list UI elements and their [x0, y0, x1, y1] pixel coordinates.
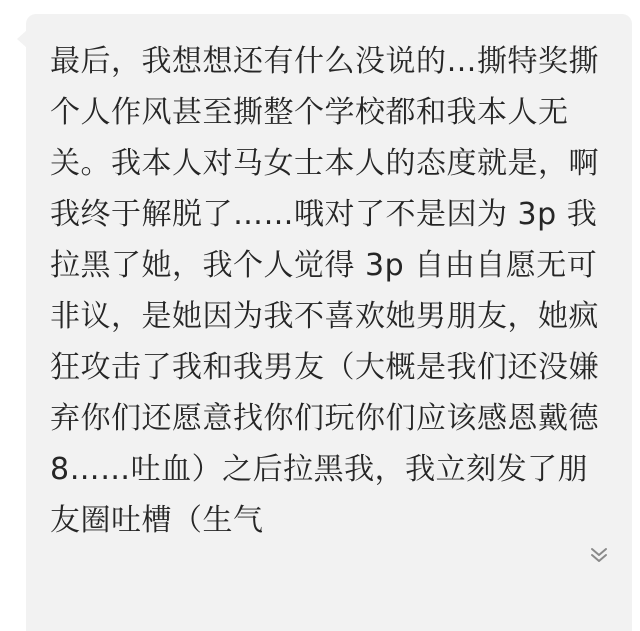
chevron-double-down-glyph — [587, 542, 611, 566]
chevron-double-down-icon[interactable] — [584, 539, 614, 569]
message-bubble[interactable] — [26, 14, 632, 631]
message-text: 最后，我想想还有什么没说的…撕特奖撕个人作风甚至撕整个学校都和我本人无关。我本人对马女士本人的态度就是，啊我终于解脱了……哦对了不是因为 3p 我拉黑了她，我个人觉得 3p 自由自愿无可非议，是她因为我不喜欢她男朋友，她疯狂攻击了我和我男友（大概是我们还没嫌弃你们还愿意找你们玩你们应该感恩戴德 8……吐血）之后拉黑我，我立刻发了朋友圈吐槽（生气 — [50, 44, 610, 538]
right-gutter — [632, 0, 640, 631]
left-gutter — [0, 0, 26, 631]
